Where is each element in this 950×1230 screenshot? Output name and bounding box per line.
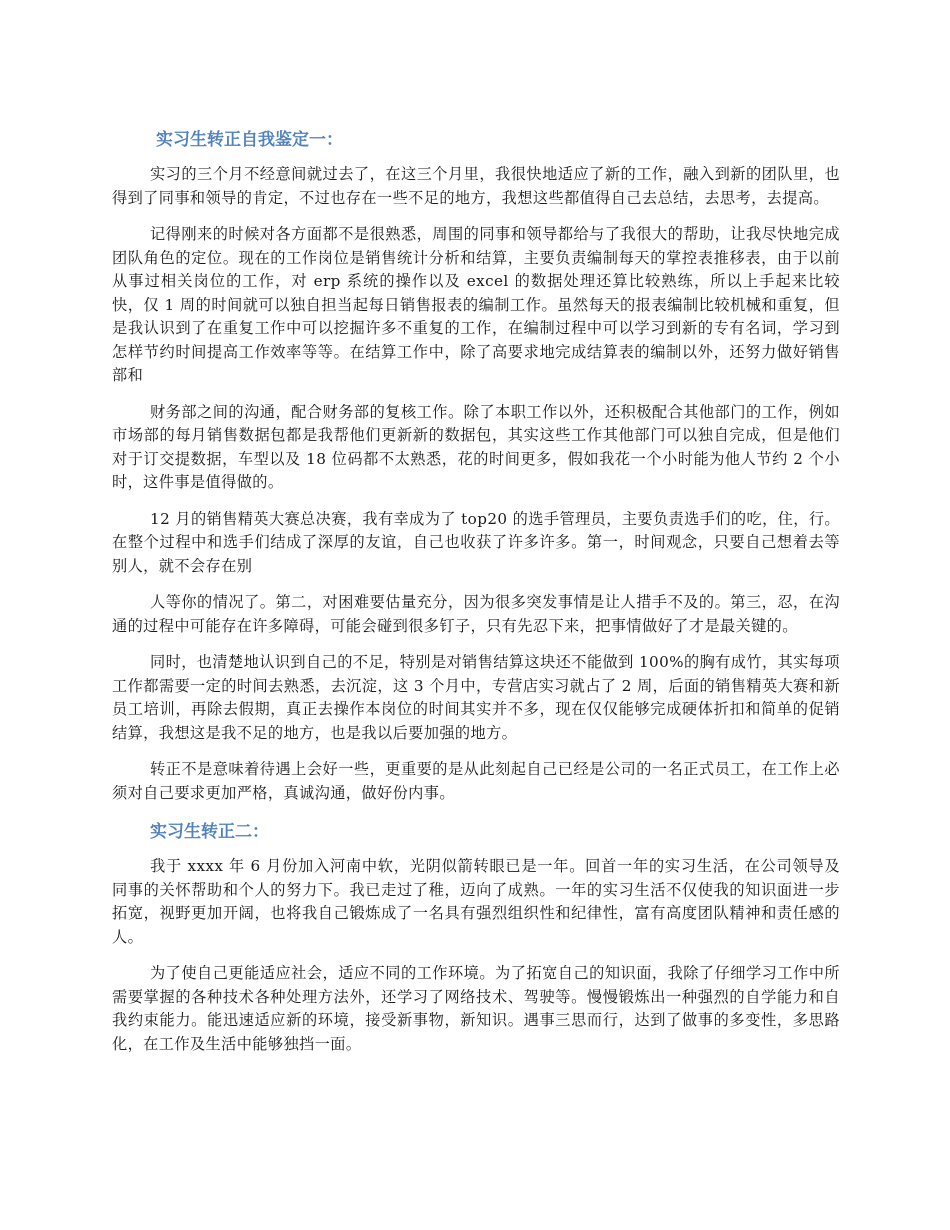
paragraph: 转正不是意味着待遇上会好一些，更重要的是从此刻起自己已经是公司的一名正式员工，在工作上必须对自己要求更加严格，真诚沟通，做好份内事。: [112, 760, 840, 802]
paragraph: 财务部之间的沟通，配合财务部的复核工作。除了本职工作以外，还积极配合其他部门的工作，例如市场部的每月销售数据包都是我帮他们更新新的数据包，其实这些工作其他部门可以独自完成，但是他们对于订交提数据，车型以及 18 位码都不太熟悉，花的时间更多，假如我花一个小时能为他人节约 2 个小时，这件事是值得做的。: [112, 402, 840, 491]
paragraph: 我于 xxxx 年 6 月份加入河南中软，光阴似箭转眼已是一年。回首一年的实习生活，在公司领导及同事的关怀帮助和个人的努力下。我已走过了稚，迈向了成熟。一年的实习生活不仅使我的知识面进一步拓宽，视野更加开阔，也将我自己锻炼成了一名具有强烈组织性和纪律性，富有高度团队精神和责任感的人。: [112, 857, 840, 946]
section-1-heading: 实习生转正自我鉴定一：: [156, 130, 343, 150]
section-2-heading: 实习生转正二：: [150, 822, 269, 842]
paragraph: 记得刚来的时候对各方面都不是很熟悉，周围的同事和领导都给与了我很大的帮助，让我尽快地完成团队角色的定位。现在的工作岗位是销售统计分析和结算，主要负责编制每天的掌控表推移表，由于以前从事过相关岗位的工作，对 erp 系统的操作以及 excel 的数据处理还算比较熟练，所以上手起来比较快，仅 1 周的时间就可以独自担当起每日销售报表的编制工作。虽然每天的报表编制比较机械和重复，但是我认识到了在重复工作中可以挖掘许多不重复的工作，在编制过程中可以学习到新的专有名词，学习到怎样节约时间提高工作效率等等。在结算工作中，除了高要求地完成结算表的编制以外，还努力做好销售部和: [112, 225, 840, 384]
document-page: [112, 126, 840, 1069]
paragraph: 为了使自己更能适应社会，适应不同的工作环境。为了拓宽自己的知识面，我除了仔细学习工作中所需要掌握的各种技术各种处理方法外，还学习了网络技术、驾驶等。慢慢锻炼出一种强烈的自学能力和自我约束能力。能迅速适应新的环境，接受新事物，新知识。遇事三思而行，达到了做事的多变性，多思路化，在工作及生活中能够独挡一面。: [112, 964, 840, 1053]
paragraph: 同时，也清楚地认识到自己的不足，特别是对销售结算这块还不能做到 100%的胸有成竹，其实每项工作都需要一定的时间去熟悉，去沉淀，这 3 个月中，专营店实习就占了 2 周，后面的销售精英大赛和新员工培训，再除去假期，真正去操作本岗位的时间其实并不多，现在仅仅能够完成硬体折扣和简单的促销结算，我想这是我不足的地方，也是我以后要加强的地方。: [112, 653, 840, 742]
paragraph: 人等你的情况了。第二，对困难要估量充分，因为很多突发事情是让人措手不及的。第三，忍，在沟通的过程中可能存在许多障碍，可能会碰到很多钉子，只有先忍下来，把事情做好了才是最关键的。: [112, 593, 840, 635]
paragraph: 12 月的销售精英大赛总决赛，我有幸成为了 top20 的选手管理员，主要负责选手们的吃，住，行。在整个过程中和选手们结成了深厚的友谊，自己也收获了许多许多。第一，时间观念，只要自己想着去等别人，就不会存在别: [112, 509, 841, 575]
paragraph: 实习的三个月不经意间就过去了，在这三个月里，我很快地适应了新的工作，融入到新的团队里，也得到了同事和领导的肯定，不过也存在一些不足的地方，我想这些都值得自己去总结，去思考，去提高。: [112, 165, 840, 207]
